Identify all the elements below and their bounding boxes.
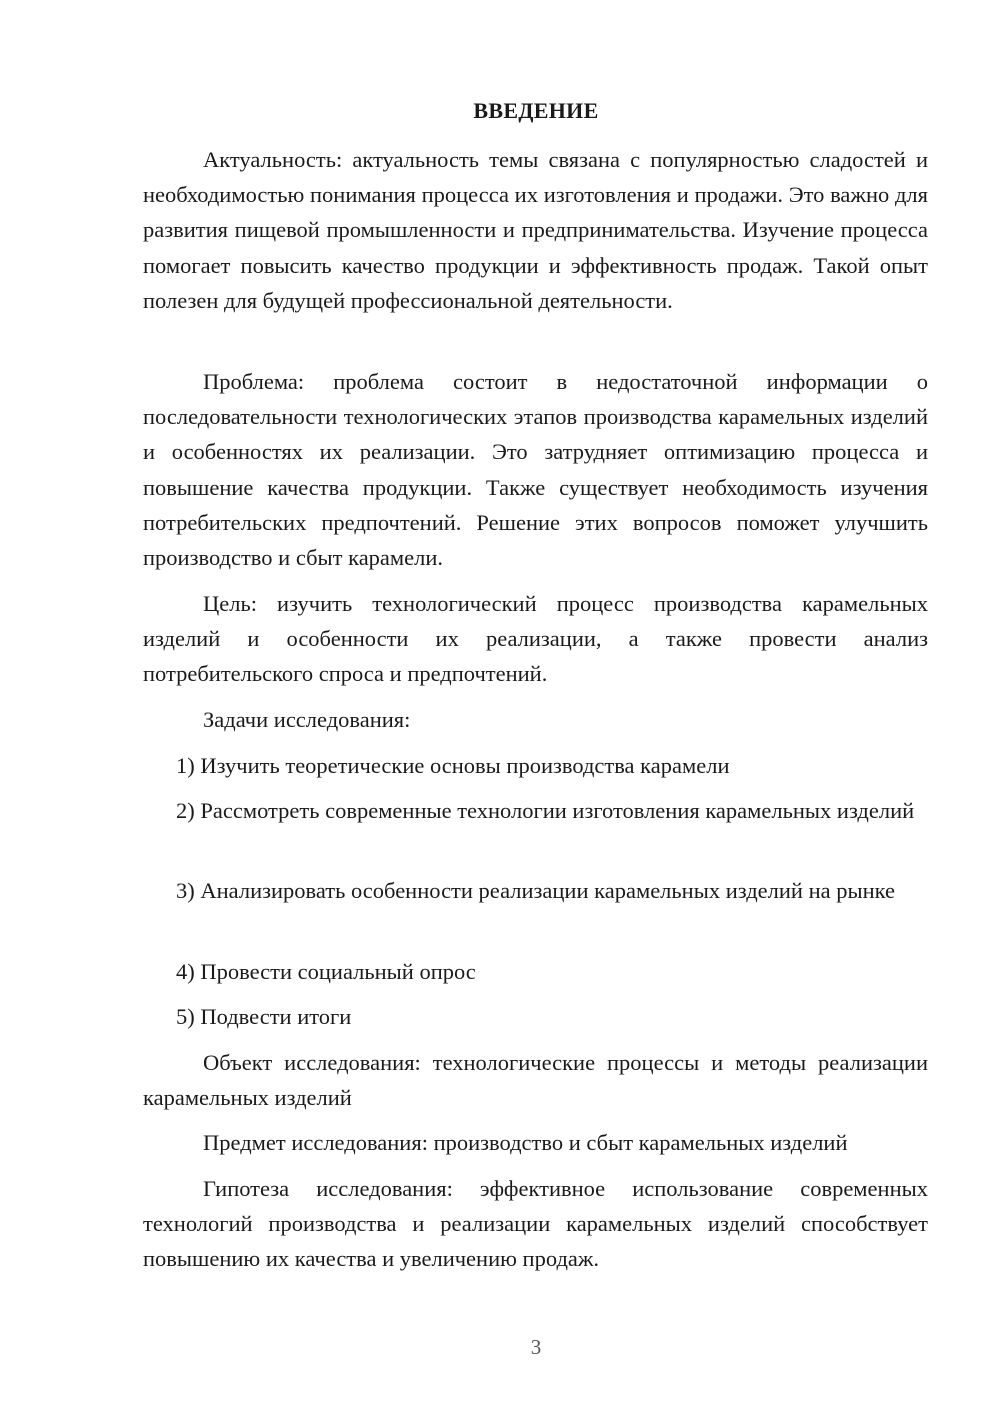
task-item-2: 2) Рассмотреть современные технологии изготовления карамельных изделий	[176, 798, 915, 823]
tasks-heading: Задачи исследования:	[203, 707, 411, 732]
paragraph-object: Объект исследования: технологические процессы и методы реализации карамельных изделий	[143, 1050, 928, 1111]
task-item-4: 4) Провести социальный опрос	[176, 959, 476, 984]
page-number: 3	[530, 1335, 542, 1359]
page-title: ВВЕДЕНИЕ	[473, 98, 599, 123]
task-item-5: 5) Подвести итоги	[176, 1004, 352, 1029]
paragraph-relevance: Актуальность: актуальность темы связана с популярностью сладостей и необходимостью понимания процесса их изготовления и продажи. Это важно для развития пищевой промышленности и предпринимательства. Изучение процесса помогает повысить качество продукции и эффективность продаж. Такой опыт полезен для будущей профессиональной деятельности.	[143, 147, 928, 313]
task-item-3: 3) Анализировать особенности реализации карамельных изделий на рынке	[176, 878, 896, 903]
paragraph-hypothesis: Гипотеза исследования: эффективное использование современных технологий производства и реализации карамельных изделий способствует повышению их качества и увеличению продаж.	[143, 1176, 928, 1272]
paragraph-problem: Проблема: проблема состоит в недостаточной информации о последовательности технологических этапов производства карамельных изделий и особенностях их реализации. Это затрудняет оптимизацию процесса и повышение качества продукции. Также существует необходимость изучения потребительских предпочтений. Решение этих вопросов поможет улучшить производство и сбыт карамели.	[143, 369, 928, 571]
paragraph-goal: Цель: изучить технологический процесс производства карамельных изделий и особенности их реализации, а также провести анализ потребительского спроса и предпочтений.	[143, 591, 928, 687]
paragraph-subject: Предмет исследования: производство и сбыт карамельных изделий	[203, 1130, 848, 1155]
task-item-1: 1) Изучить теоретические основы производства карамели	[176, 753, 730, 778]
